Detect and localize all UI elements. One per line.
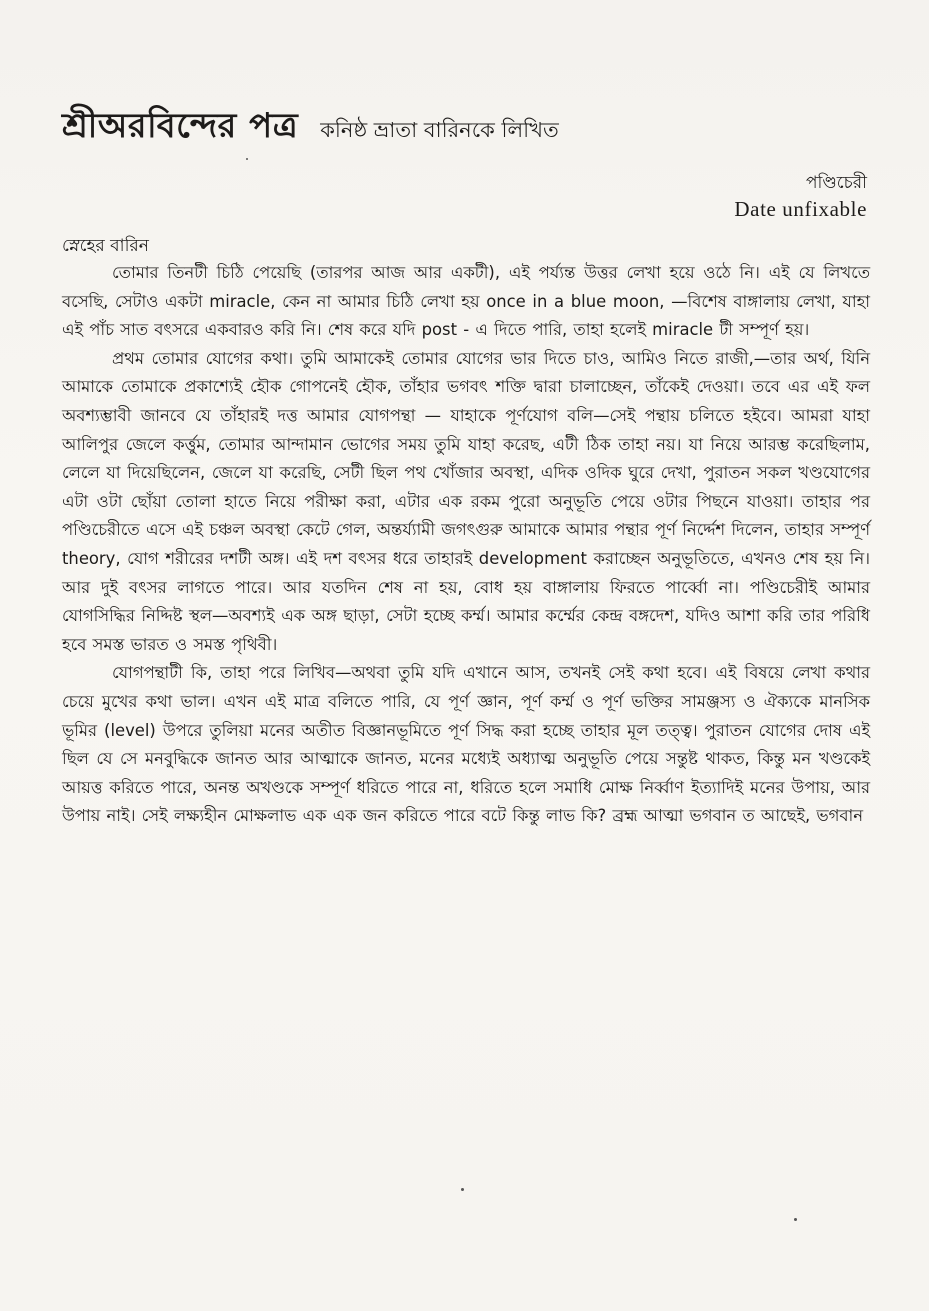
scan-speck xyxy=(246,158,248,160)
page-title: শ্রীঅরবিন্দের পত্র xyxy=(62,106,299,146)
letter-body xyxy=(62,259,870,831)
paragraph-1: তোমার তিনটী চিঠি পেয়েছি (তারপর আজ আর একটী), এই পর্য্যন্ত উত্তর লেখা হয়ে ওঠে নি। এই যে লিখতে বসেছি, সেটাও একটা miracle, কেন না আমার চিঠি লেখা হয় once in a blue moon, —বিশেষ বাঙ্গালায় লেখা, যাহা এই পাঁচ সাত বৎসরে একবারও করি নি। শেষ করে যদি post - এ দিতে পারি, তাহা হলেই miracle টী সম্পূর্ণ হয়। xyxy=(62,263,870,340)
paragraph-2: প্রথম তোমার যোগের কথা। তুমি আমাকেই তোমার যোগের ভার দিতে চাও, আমিও নিতে রাজী,—তার অর্থ, যিনি আমাকে তোমাকে প্রকাশ্যেই হৌক গোপনেই হৌক, তাঁহার ভগবৎ শক্তি দ্বারা চালাচ্ছেন, তাঁকেই দেওয়া। তবে এর এই ফল অবশ্যম্ভাবী জানবে যে তাঁহারই দত্ত আমার যোগপন্থা — যাহাকে পূর্ণযোগ বলি—সেই পন্থায় চলিতে হইবে। আমরা যাহা আলিপুর জেলে কর্ত্তুম, তোমার আন্দামান ভোগের সময় তুমি যাহা করেছ, এটী ঠিক তাহা নয়। যা নিয়ে আরম্ভ করেছিলাম, লেলে যা দিয়েছিলেন, জেলে যা করেছি, সেটী ছিল পথ খোঁজার অবস্থা, এদিক ওদিক ঘুরে দেখা, পুরাতন সকল খণ্ডযোগের এটা ওটা ছোঁয়া তোলা হাতে নিয়ে পরীক্ষা করা, এটার এক রকম পুরো অনুভূতি পেয়ে ওটার পিছনে যাওয়া। তাহার পর পণ্ডিচেরীতে এসে এই চঞ্চল অবস্থা কেটে গেল, অন্তর্য্যামী জগৎগুরু আমাকে আমার পন্থার পূর্ণ নির্দ্দেশ দিলেন, তাহার সম্পূর্ণ theory, যোগ শরীরের দশটী অঙ্গ। এই দশ বৎসর ধরে তাহারই development করাচ্ছেন অনুভূতিতে, এখনও শেষ হয় নি। আর দুই বৎসর লাগতে পারে। আর যতদিন শেষ না হয়, বোধ হয় বাঙ্গালায় ফিরতে পার্ব্বো না। পণ্ডিচেরীই আমার যোগসিদ্ধির নিদ্দিষ্ট স্থল—অবশ্যই এক অঙ্গ ছাড়া, সেটা হচ্ছে কর্ম্ম। আমার কর্ম্মের কেন্দ্র বঙ্গদেশ, যদিও আশা করি তার পরিধি হবে সমস্ত ভারত ও সমস্ত পৃথিবী। xyxy=(62,348,870,654)
place-line: পণ্ডিচেরী xyxy=(805,173,867,193)
title-row xyxy=(62,100,872,157)
paragraph-3: যোগপন্থাটী কি, তাহা পরে লিখিব—অথবা তুমি যদি এখানে আস, তখনই সেই কথা হবে। এই বিষয়ে লেখা কথার চেয়ে মুখের কথা ভাল। এখন এই মাত্র বলিতে পারি, যে পূর্ণ জ্ঞান, পূর্ণ কর্ম্ম ও পূর্ণ ভক্তির সামঞ্জস্য ও ঐক্যকে মানসিক ভূমির (level) উপরে তুলিয়া মনের অতীত বিজ্ঞানভূমিতে পূর্ণ সিদ্ধ করা হচ্ছে তাহার মূল তত্ত্ব। পুরাতন যোগের দোষ এই ছিল যে সে মনবুদ্ধিকে জানত আর আত্মাকে জানত, মনের মধ্যেই অধ্যাত্ম অনুভূতি পেয়ে সন্তুষ্ট থাকত, কিন্তু মন খণ্ডকেই আয়ত্ত করিতে পারে, অনন্ত অখণ্ডকে সম্পূর্ণ ধরিতে পারে না, ধরিতে হলে সমাধি মোক্ষ নির্ব্বাণ ইত্যাদিই মনের উপায়, আর উপায় নাই। সেই লক্ষ্যহীন মোক্ষলাভ এক এক জন করিতে পারে বটে কিন্তু লাভ কি? ব্রহ্ম আত্মা ভগবান ত আছেই, ভগবান xyxy=(62,663,870,826)
date-line: Date unfixable xyxy=(734,197,867,221)
scan-speck xyxy=(794,1218,797,1221)
salutation: স্নেহের বারিন xyxy=(62,236,149,256)
scan-speck xyxy=(461,1188,464,1191)
page-subtitle: কনিষ্ঠ ভ্রাতা বারিনকে লিখিত xyxy=(320,118,559,142)
